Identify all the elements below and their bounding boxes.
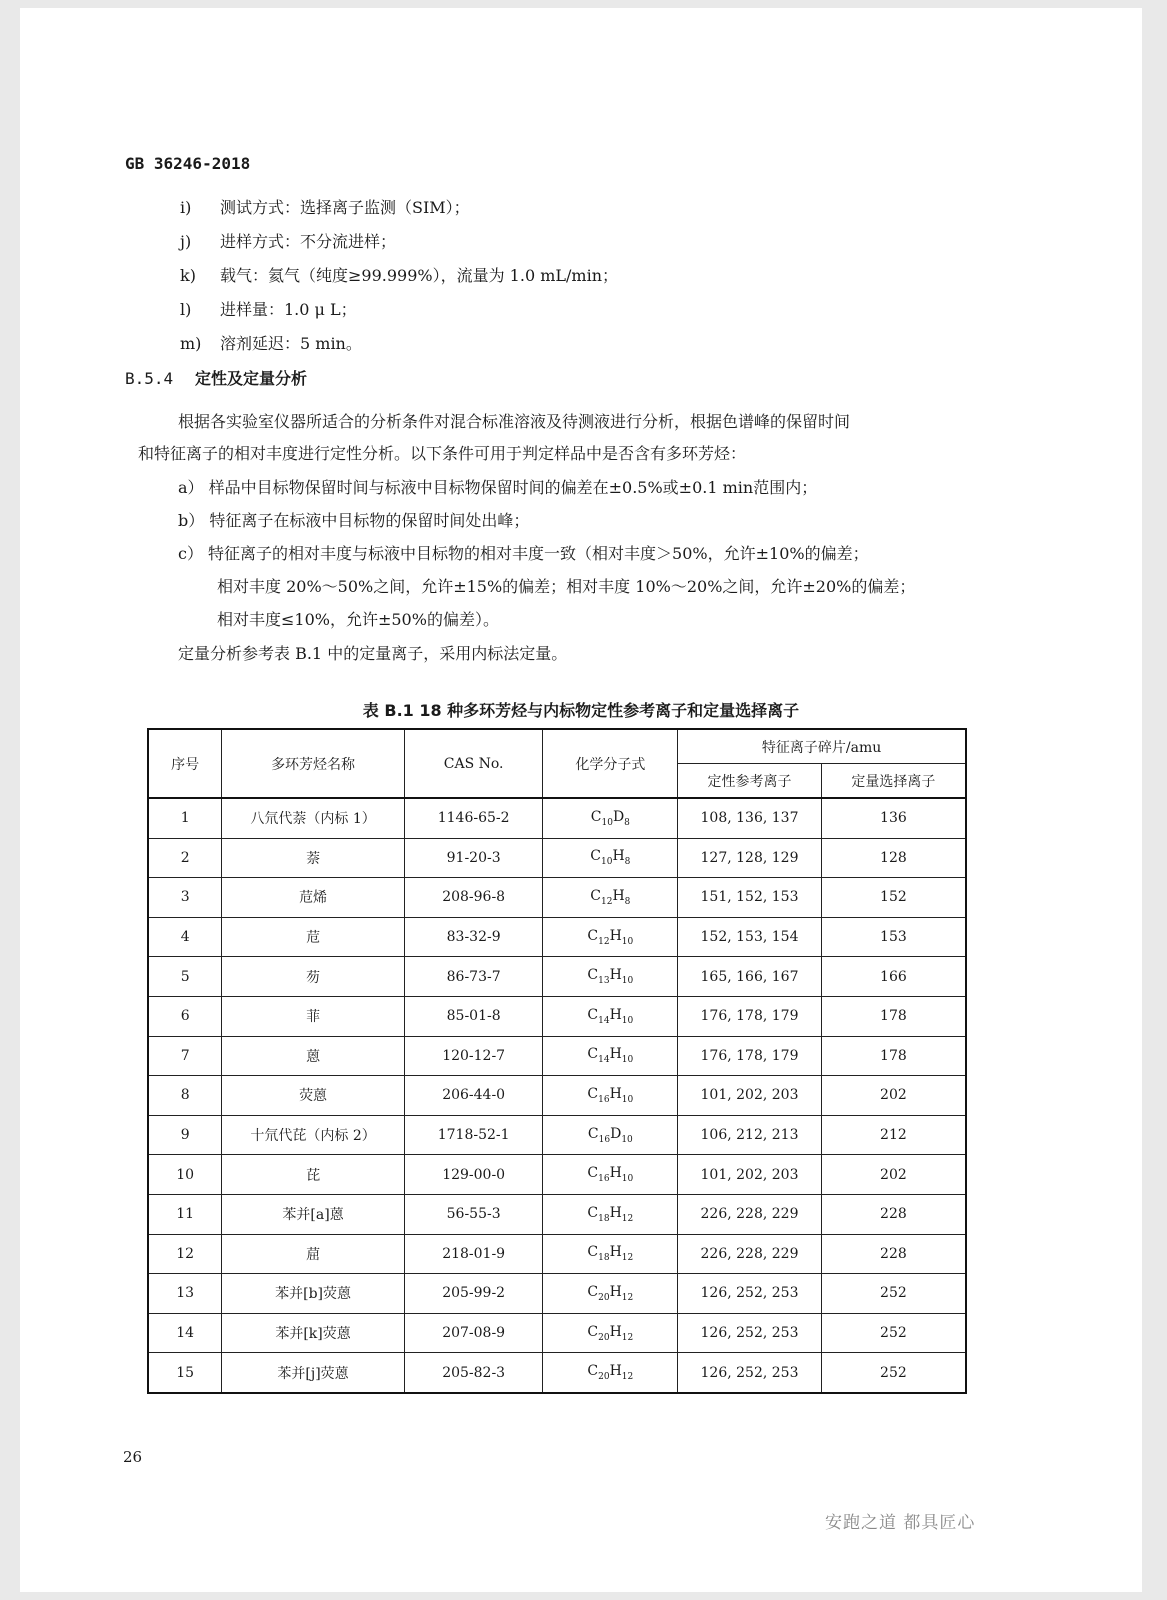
cell-ref-ions: 152, 153, 154 [678,917,822,957]
item-text: 溶剂延迟：5 min。 [220,334,362,353]
table-row [148,917,966,957]
header-ref-ions: 定性参考离子 [678,764,822,799]
table-row [148,1155,966,1195]
cell-ref-ions: 101, 202, 203 [678,1155,822,1195]
cell-cas: 207-08-9 [404,1313,543,1353]
header-quant-ion: 定量选择离子 [821,764,966,799]
cell-formula: $C_{13}H_{10}$ [543,957,678,997]
cell-cas: 86-73-7 [404,957,543,997]
item-text: 测试方式：选择离子监测（SIM）； [220,198,470,217]
cell-no: 9 [148,1115,222,1155]
list-item [180,259,618,293]
criterion-c-cont: 相对丰度≤10%，允许±50%的偏差）。 [217,610,499,629]
cell-name: 萘 [222,838,405,878]
cell-quant-ion: 228 [821,1194,966,1234]
cell-cas: 91-20-3 [404,838,543,878]
cell-formula: $C_{10}H_8$ [543,838,678,878]
item-text: 进样方式：不分流进样； [220,232,397,251]
table-row [148,1194,966,1234]
table-row [148,1353,966,1393]
table-row [148,1274,966,1314]
table-row [148,1115,966,1155]
table-row [148,1313,966,1353]
cell-name: 苊 [222,917,405,957]
cell-formula: $C_{20}H_{12}$ [543,1274,678,1314]
item-label: m) [180,334,202,353]
quant-note: 定量分析参考表 B.1 中的定量离子，采用内标法定量。 [178,644,568,663]
cell-ref-ions: 151, 152, 153 [678,878,822,918]
cell-cas: 218-01-9 [404,1234,543,1274]
cell-name: 蒽 [222,1036,405,1076]
header-formula: 化学分子式 [543,729,678,798]
cell-cas: 85-01-8 [404,996,543,1036]
cell-cas: 120-12-7 [404,1036,543,1076]
cell-ref-ions: 126, 252, 253 [678,1274,822,1314]
item-text: 载气：氦气（纯度≥99.999%），流量为 1.0 mL/min； [220,266,618,285]
header-ions: 特征离子碎片/amu [678,729,966,764]
list-item [180,191,618,225]
watermark: 安跑之道 都具匠心 [825,1513,976,1533]
cell-name: 苯并[j]荧蒽 [222,1353,405,1393]
cell-ref-ions: 108, 136, 137 [678,798,822,838]
cell-no: 12 [148,1234,222,1274]
cell-quant-ion: 128 [821,838,966,878]
cell-formula: $C_{14}H_{10}$ [543,996,678,1036]
table-row [148,878,966,918]
cell-no: 3 [148,878,222,918]
item-label: i) [180,198,192,217]
cell-ref-ions: 101, 202, 203 [678,1076,822,1116]
cell-no: 14 [148,1313,222,1353]
criterion-c-cont: 相对丰度 20%～50%之间，允许±15%的偏差；相对丰度 10%～20%之间，允许±20%的偏差； [217,577,916,596]
cell-quant-ion: 153 [821,917,966,957]
cell-quant-ion: 202 [821,1076,966,1116]
cell-formula: $C_{16}H_{10}$ [543,1076,678,1116]
cell-quant-ion: 212 [821,1115,966,1155]
cell-name: 菲 [222,996,405,1036]
cell-formula: $C_{16}D_{10}$ [543,1115,678,1155]
item-label: l) [180,300,192,319]
cell-name: 芴 [222,957,405,997]
item-label: k) [180,266,196,285]
section-number: B.5.4 [125,369,174,388]
cell-name: 苯并[a]蒽 [222,1194,405,1234]
page-number: 26 [123,1448,143,1466]
table-row [148,957,966,997]
cell-no: 2 [148,838,222,878]
cell-ref-ions: 176, 178, 179 [678,1036,822,1076]
cell-name: 荧蒽 [222,1076,405,1116]
criterion-c: c） 特征离子的相对丰度与标液中目标物的相对丰度一致（相对丰度＞50%，允许±10%的偏差； [178,544,869,563]
standard-number: GB 36246-2018 [125,154,251,173]
cell-name: 八氘代萘（内标 1） [222,798,405,838]
cell-cas: 205-99-2 [404,1274,543,1314]
cell-cas: 1718-52-1 [404,1115,543,1155]
cell-no: 1 [148,798,222,838]
cell-quant-ion: 178 [821,996,966,1036]
pah-ion-table [147,728,967,1394]
cell-ref-ions: 126, 252, 253 [678,1353,822,1393]
cell-quant-ion: 252 [821,1274,966,1314]
list-item [180,293,618,327]
section-heading [125,366,307,389]
table-row [148,1076,966,1116]
cell-ref-ions: 226, 228, 229 [678,1194,822,1234]
cell-no: 7 [148,1036,222,1076]
cell-no: 6 [148,996,222,1036]
cell-name: 芘 [222,1155,405,1195]
list-item [180,225,618,259]
cell-cas: 208-96-8 [404,878,543,918]
cell-name: 䓛 [222,1234,405,1274]
header-cas: CAS No. [404,729,543,798]
cell-quant-ion: 152 [821,878,966,918]
cell-formula: $C_{18}H_{12}$ [543,1234,678,1274]
cell-quant-ion: 202 [821,1155,966,1195]
criterion-a: a） 样品中目标物保留时间与标液中目标物保留时间的偏差在±0.5%或±0.1 min范围内； [178,478,818,497]
cell-cas: 129-00-0 [404,1155,543,1195]
cell-quant-ion: 166 [821,957,966,997]
cell-ref-ions: 176, 178, 179 [678,996,822,1036]
paragraph-line: 和特征离子的相对丰度进行定性分析。以下条件可用于判定样品中是否含有多环芳烃： [138,444,747,463]
cell-name: 十氘代芘（内标 2） [222,1115,405,1155]
cell-ref-ions: 127, 128, 129 [678,838,822,878]
cell-formula: $C_{12}H_8$ [543,878,678,918]
table-body [148,798,966,1393]
cell-cas: 83-32-9 [404,917,543,957]
list-item [180,327,618,361]
cell-no: 13 [148,1274,222,1314]
cell-formula: $C_{20}H_{12}$ [543,1353,678,1393]
cell-formula: $C_{18}H_{12}$ [543,1194,678,1234]
cell-no: 10 [148,1155,222,1195]
cell-formula: $C_{14}H_{10}$ [543,1036,678,1076]
table-row [148,996,966,1036]
section-title: 定性及定量分析 [195,369,308,388]
table-row [148,1234,966,1274]
header-name: 多环芳烃名称 [222,729,405,798]
cell-ref-ions: 165, 166, 167 [678,957,822,997]
item-text: 进样量：1.0 μ L； [220,300,357,319]
criterion-b: b） 特征离子在标液中目标物的保留时间处出峰； [178,511,530,530]
cell-quant-ion: 178 [821,1036,966,1076]
cell-no: 15 [148,1353,222,1393]
cell-formula: $C_{12}H_{10}$ [543,917,678,957]
cell-ref-ions: 226, 228, 229 [678,1234,822,1274]
cell-ref-ions: 126, 252, 253 [678,1313,822,1353]
table-caption: 表 B.1 18 种多环芳烃与内标物定性参考离子和定量选择离子 [362,701,800,720]
paragraph-line: 根据各实验室仪器所适合的分析条件对混合标准溶液及待测液进行分析，根据色谱峰的保留时间 [178,412,851,431]
cell-no: 8 [148,1076,222,1116]
condition-list [180,191,618,361]
cell-name: 苊烯 [222,878,405,918]
cell-cas: 206-44-0 [404,1076,543,1116]
table-row [148,798,966,838]
table-row [148,838,966,878]
cell-quant-ion: 228 [821,1234,966,1274]
cell-no: 11 [148,1194,222,1234]
cell-formula: $C_{20}H_{12}$ [543,1313,678,1353]
cell-cas: 56-55-3 [404,1194,543,1234]
cell-cas: 205-82-3 [404,1353,543,1393]
cell-quant-ion: 252 [821,1353,966,1393]
cell-quant-ion: 136 [821,798,966,838]
cell-formula: $C_{10}D_8$ [543,798,678,838]
cell-no: 4 [148,917,222,957]
cell-ref-ions: 106, 212, 213 [678,1115,822,1155]
document-page [20,8,1142,1592]
header-no: 序号 [148,729,222,798]
item-label: j) [180,232,192,251]
cell-name: 苯并[k]荧蒽 [222,1313,405,1353]
cell-no: 5 [148,957,222,997]
cell-cas: 1146-65-2 [404,798,543,838]
cell-name: 苯并[b]荧蒽 [222,1274,405,1314]
table-row [148,1036,966,1076]
cell-quant-ion: 252 [821,1313,966,1353]
cell-formula: $C_{16}H_{10}$ [543,1155,678,1195]
